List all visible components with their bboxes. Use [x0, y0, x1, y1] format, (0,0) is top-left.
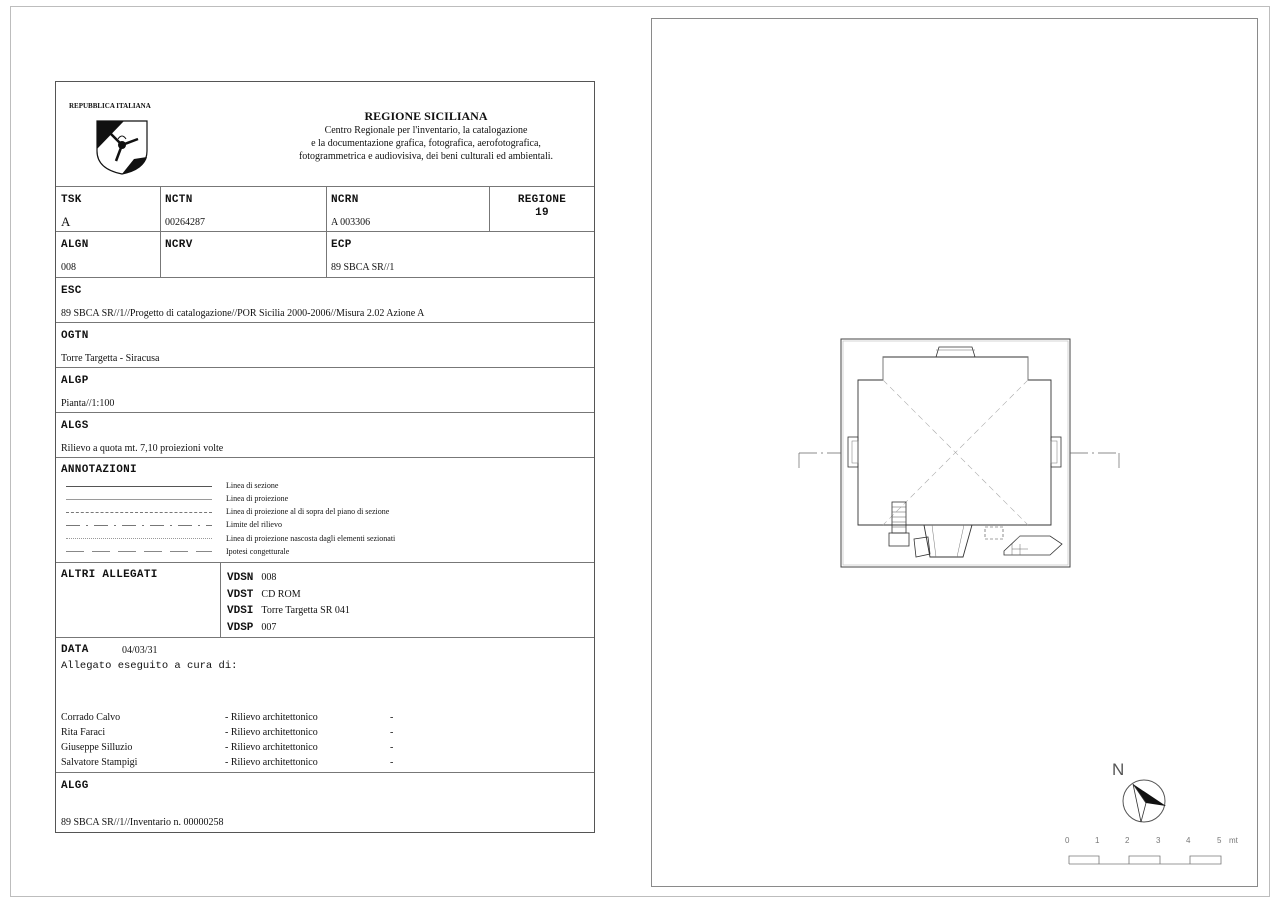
person-extra-3: -: [390, 742, 394, 753]
plan-drawing-panel: [651, 18, 1258, 887]
legend-text-6: Ipotesi congetturale: [226, 547, 290, 556]
algp-label: ALGP: [61, 375, 89, 387]
plan-bottom-entrance: [924, 525, 972, 557]
row-data: [56, 638, 594, 773]
legend-text-5: Linea di proiezione nascosta dagli elementi sezionati: [226, 534, 396, 543]
scale-unit: mt: [1229, 836, 1238, 845]
row-annotazioni: [56, 458, 594, 563]
vdsi-key: VDSI: [227, 605, 254, 617]
org-line-3: fotogrammetrica e audiovisiva, dei beni culturali ed ambientali.: [298, 151, 554, 162]
scale-bar: [1065, 850, 1235, 870]
person-role-2: - Rilievo architettonico: [225, 727, 318, 738]
legend-line-hidden: [66, 538, 212, 539]
regione-label: REGIONE: [517, 194, 567, 206]
plan-inner-walls: [858, 357, 1051, 525]
row-altri-allegati: [56, 563, 594, 638]
plan-outer-boundary: [841, 339, 1070, 567]
legend-line-section: [66, 486, 212, 487]
plan-stair: [892, 502, 906, 533]
algp-value: Pianta//1:100: [61, 398, 115, 409]
esc-label: ESC: [61, 285, 82, 297]
ogtn-label: OGTN: [61, 330, 89, 342]
tower-floor-plan: [652, 19, 1259, 888]
allegati-list: [227, 569, 350, 635]
cell-ecp: [327, 232, 594, 277]
legend-text-4: Limite del rilievo: [226, 520, 282, 529]
plan-top-niche: [936, 347, 975, 357]
vdsn-key: VDSN: [227, 572, 254, 584]
scale-tick-5: 5: [1217, 836, 1222, 845]
allegato-vdsn: [227, 569, 350, 586]
vdsi-value: Torre Targetta SR 041: [261, 605, 350, 616]
vdsp-key: VDSP: [227, 621, 254, 634]
north-label: N: [1112, 760, 1125, 779]
person-name-3: Giuseppe Silluzio: [61, 742, 133, 753]
cell-allegati-label: [56, 563, 221, 637]
algg-value: 89 SBCA SR//1//Inventario n. 00000258: [61, 817, 224, 828]
person-extra-1: -: [390, 712, 394, 723]
row-algs: [56, 413, 594, 458]
legend-line-above: [66, 512, 212, 513]
org-line-2: e la documentazione grafica, fotografica, aerofotografica,: [311, 138, 541, 149]
annotazioni-label: ANNOTAZIONI: [61, 464, 137, 476]
row-algn: [56, 232, 594, 278]
legend-line-hypothesis: [66, 551, 212, 552]
allegato-vdsp: [227, 619, 350, 636]
person-extra-2: -: [390, 727, 394, 738]
scale-labels: [1065, 836, 1255, 850]
esc-value: 89 SBCA SR//1//Progetto di catalogazione//POR Sicilia 2000-2006//Misura 2.02 Azione A: [61, 308, 425, 319]
data-date: 04/03/31: [122, 645, 158, 656]
scale-tick-2: 2: [1125, 836, 1130, 845]
allegati-label: ALTRI ALLEGATI: [61, 569, 158, 581]
vdsn-value: 008: [261, 572, 277, 583]
org-description: [256, 124, 596, 163]
person-role-4: - Rilievo architettonico: [225, 757, 318, 768]
legend-line-projection: [66, 499, 212, 500]
row-ogtn: [56, 323, 594, 368]
tsk-value: A: [61, 214, 71, 229]
allegato-cura: Allegato eseguito a cura di:: [61, 660, 238, 672]
allegato-vdst: [227, 586, 350, 603]
ncrv-label: NCRV: [165, 239, 193, 251]
scale-tick-3: 3: [1156, 836, 1161, 845]
scale-tick-1: 1: [1095, 836, 1100, 845]
vdsp-value: 007: [261, 621, 277, 633]
person-name-4: Salvatore Stampigi: [61, 757, 138, 768]
ogtn-value: Torre Targetta - Siracusa: [61, 353, 160, 364]
republic-label: REPUBBLICA ITALIANA: [69, 102, 151, 110]
row-tsk: [56, 187, 594, 232]
plan-left-niche: [848, 437, 858, 467]
algs-label: ALGS: [61, 420, 89, 432]
person-role-3: - Rilievo architettonico: [225, 742, 318, 753]
legend-text-2: Linea di proiezione: [226, 494, 289, 503]
data-label: DATA: [61, 644, 89, 656]
region-title: REGIONE SICILIANA: [364, 109, 488, 123]
row-algp: [56, 368, 594, 413]
person-name-1: Corrado Calvo: [61, 712, 121, 723]
org-line-1: Centro Regionale per l'inventario, la catalogazione: [324, 125, 528, 136]
cell-nctn: [161, 187, 327, 231]
cell-ncrv: [161, 232, 327, 277]
vdst-key: VDST: [227, 588, 254, 601]
legend-text-1: Linea di sezione: [226, 481, 279, 490]
plan-bottom-right-ledge: [1004, 536, 1062, 555]
algg-label: ALGG: [61, 780, 89, 792]
ecp-value: 89 SBCA SR//1: [331, 262, 395, 273]
row-esc: [56, 278, 594, 323]
algn-value: 008: [61, 262, 76, 273]
allegato-vdsi: [227, 602, 350, 619]
nctn-label: NCTN: [165, 194, 193, 206]
person-role-1: - Rilievo architettonico: [225, 712, 318, 723]
person-name-2: Rita Faraci: [61, 727, 106, 738]
vdst-value: CD ROM: [261, 588, 301, 600]
north-arrow-icon: [1119, 776, 1169, 826]
nctn-value: 00264287: [165, 217, 205, 228]
algs-value: Rilievo a quota mt. 7,10 proiezioni volte: [61, 443, 224, 454]
catalog-card: [55, 81, 595, 833]
cell-ncrn: [327, 187, 490, 231]
cell-algn: [56, 232, 161, 277]
ncrn-label: NCRN: [331, 194, 359, 206]
legend-line-limit: [66, 525, 212, 526]
plan-right-niche: [1051, 437, 1061, 467]
ncrn-value: A 003306: [331, 217, 371, 228]
legend-text-3: Linea di proiezione al di sopra del piano di sezione: [226, 507, 390, 516]
ecp-label: ECP: [331, 239, 352, 251]
row-algg: [56, 773, 594, 832]
regione-value: 19: [535, 207, 549, 219]
tsk-label: TSK: [61, 194, 82, 206]
person-extra-4: -: [390, 757, 394, 768]
scale-tick-4: 4: [1186, 836, 1191, 845]
algn-label: ALGN: [61, 239, 89, 251]
scale-tick-0: 0: [1065, 836, 1070, 845]
cell-regione: [490, 187, 594, 231]
regional-emblem-icon: [94, 119, 150, 175]
card-header: [56, 82, 594, 187]
cell-tsk: [56, 187, 161, 231]
